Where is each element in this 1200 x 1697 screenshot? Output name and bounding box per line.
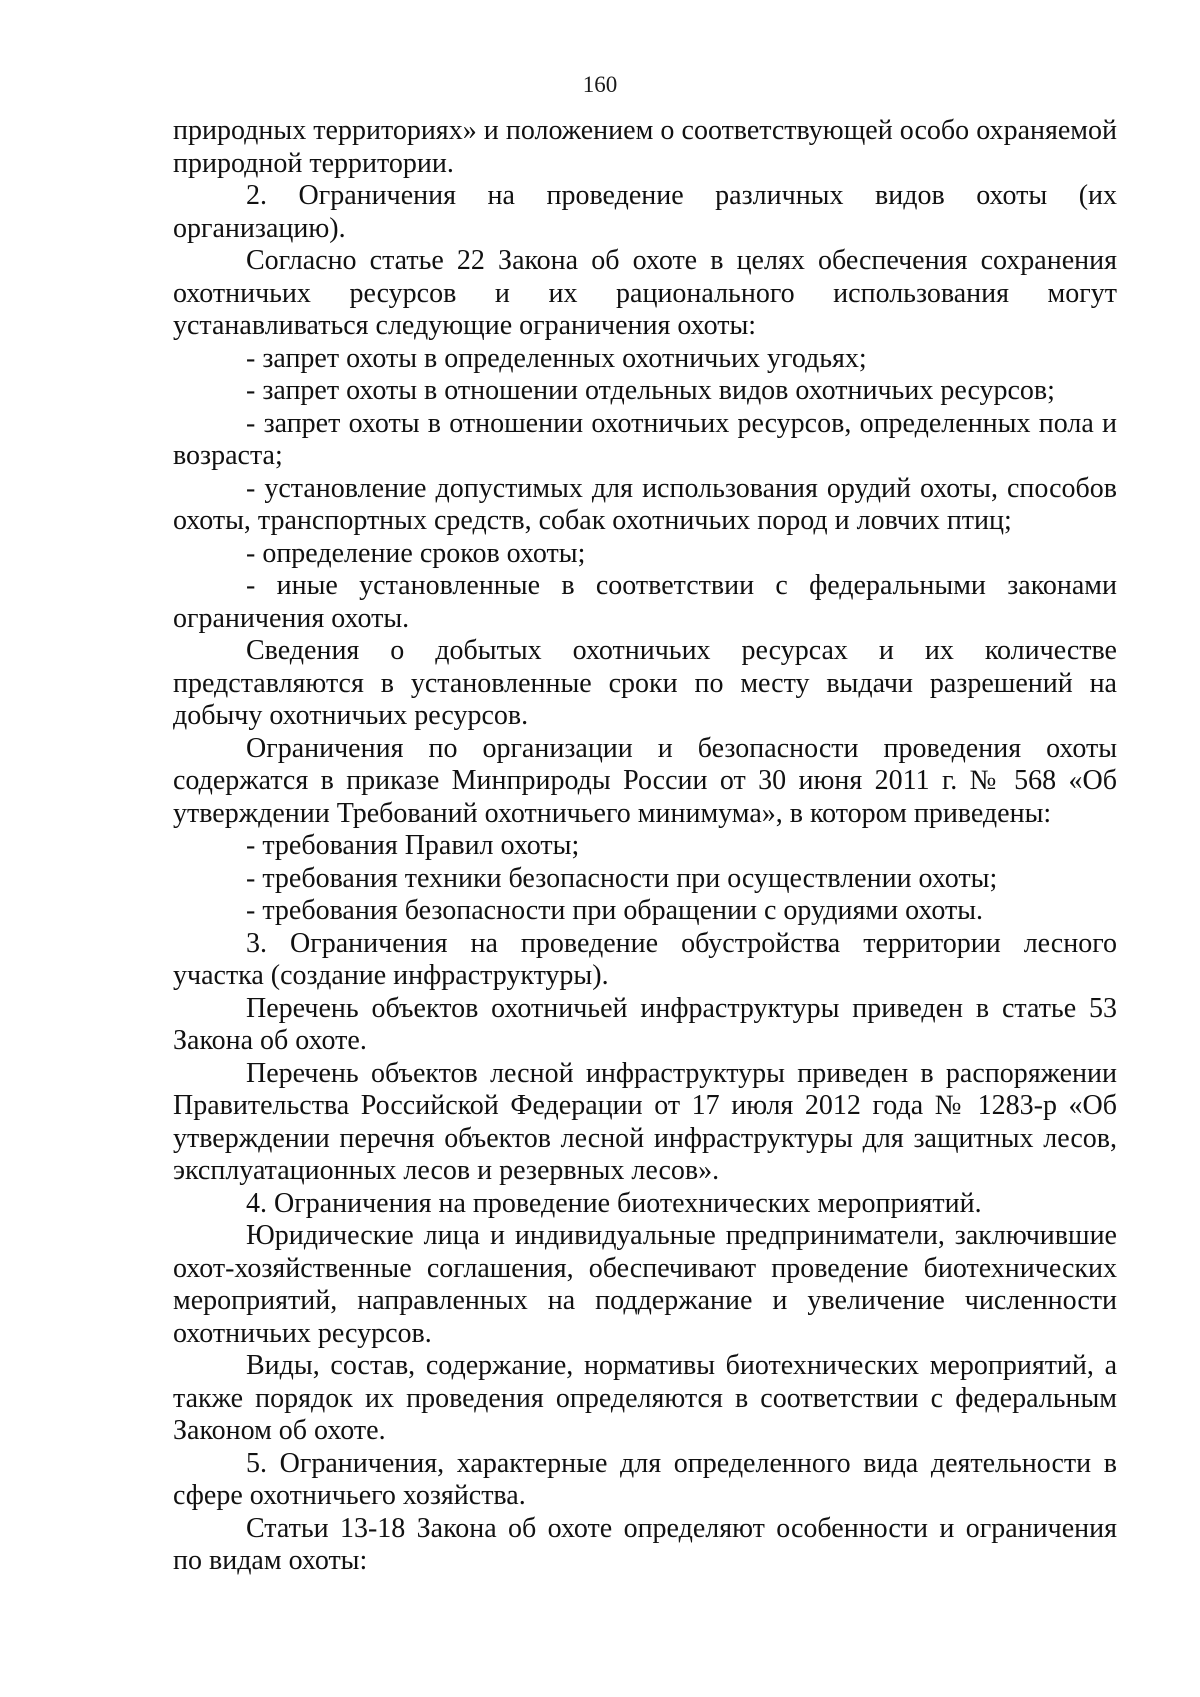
paragraph: Сведения о добытых охотничьих ресурсах и их количестве представляются в установленные сроки по месту выдачи разрешений на добычу охотничьих ресурсов. — [173, 635, 1117, 731]
paragraph: Виды, состав, содержание, нормативы биотехнических мероприятий, а также порядок их проведения определяются в соответствии с федеральным Законом об охоте. — [173, 1350, 1117, 1446]
list-item: - запрет охоты в отношении отдельных видов охотничьих ресурсов; — [246, 375, 1055, 406]
section-heading-3: 3. Ограничения на проведение обустройства территории лесного участка (создание инфраструктуры). — [173, 927, 1117, 991]
list-item: - установление допустимых для использования орудий охоты, способов охоты, транспортных средств, собак охотничьих пород и ловчих птиц; — [173, 472, 1117, 536]
paragraph: Согласно статье 22 Закона об охоте в целях обеспечения сохранения охотничьих ресурсов и их рационального использования могут устанавливаться следующие ограничения охоты: — [173, 245, 1117, 341]
section-heading-5: 5. Ограничения, характерные для определенного вида деятельности в сфере охотничьего хозяйства. — [173, 1447, 1117, 1511]
paragraph: Юридические лица и индивидуальные предприниматели, заключившие охот-хозяйственные соглашения, обеспечивают проведение биотехнических мероприятий, направленных на поддержание и увеличение численности охотничьих ресурсов. — [173, 1220, 1117, 1349]
list-item: - определение сроков охоты; — [246, 537, 586, 569]
list-item: - иные установленные в соответствии с федеральными законами ограничения охоты. — [173, 570, 1117, 634]
paragraph: Ограничения по организации и безопасности проведения охоты содержатся в приказе Минприроды России от 30 июня 2011 г. № 568 «Об утверждении Требований охотничьего минимума», в котором приведены: — [173, 732, 1117, 829]
list-item: - запрет охоты в определенных охотничьих угодьях; — [246, 342, 867, 374]
document-body — [173, 115, 1117, 1578]
section-heading-2: 2. Ограничения на проведение различных видов охоты (их организацию). — [173, 180, 1117, 244]
list-item: - требования безопасности при обращении с орудиями охоты. — [246, 895, 984, 926]
list-item: - требования техники безопасности при осуществлении охоты; — [246, 862, 998, 894]
paragraph: Статьи 13-18 Закона об охоте определяют особенности и ограничения по видам охоты: — [173, 1512, 1117, 1576]
page-number: 160 — [582, 72, 618, 97]
list-item: - запрет охоты в отношении охотничьих ресурсов, определенных пола и возраста; — [173, 407, 1117, 471]
paragraph: Перечень объектов лесной инфраструктуры приведен в распоряжении Правительства Российской Федерации от 17 июля 2012 года № 1283-р «Об утверждении перечня объектов лесной инфраструктуры для защитных лесов, эксплуатационных лесов и резервных лесов». — [173, 1057, 1117, 1186]
paragraph: Перечень объектов охотничьей инфраструктуры приведен в статье 53 Закона об охоте. — [173, 992, 1117, 1056]
list-item: - требования Правил охоты; — [246, 830, 580, 861]
paragraph: природных территориях» и положением о соответствующей особо охраняемой природной территории. — [173, 115, 1117, 179]
section-heading-4: 4. Ограничения на проведение биотехнических мероприятий. — [246, 1187, 982, 1219]
